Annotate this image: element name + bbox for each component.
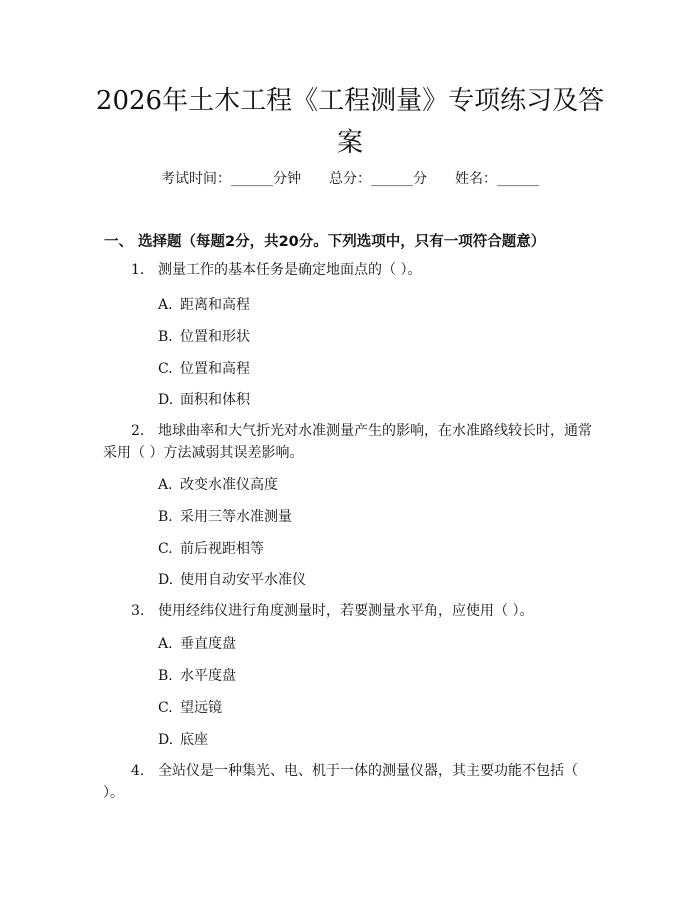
question-number: 3.	[131, 603, 145, 619]
option-3d	[158, 729, 208, 749]
option-1a	[158, 294, 250, 314]
question-number: 1.	[131, 262, 145, 278]
section-heading	[104, 230, 545, 251]
option-2d	[158, 569, 306, 589]
option-text: 望远镜	[180, 700, 222, 716]
option-1d	[158, 389, 250, 409]
question-text: 地球曲率和大气折光对水准测量产生的影响，在水准路线较长时，通常采用（ ）方法减弱其误差影响。	[103, 423, 592, 461]
option-3b	[158, 665, 236, 685]
option-text: 垂直度盘	[180, 636, 236, 652]
option-text: 面积和体积	[180, 392, 250, 408]
option-3c	[158, 697, 222, 717]
option-letter: D.	[158, 572, 174, 588]
option-2a	[158, 474, 278, 494]
question-text: 使用经纬仪进行角度测量时，若要测量水平角，应使用（ ）。	[158, 603, 534, 619]
page-title: 2026年土木工程《工程测量》专项练习及答案	[95, 86, 605, 158]
section-number: 一、	[104, 234, 133, 250]
option-text: 改变水准仪高度	[180, 477, 278, 493]
option-letter: B.	[158, 329, 173, 345]
question-text: 测量工作的基本任务是确定地面点的（ ）。	[158, 262, 422, 278]
name-field: 姓名：______	[455, 171, 539, 187]
question-2	[103, 420, 603, 464]
section-title: 选择题（每题2分，共20分。下列选项中，只有一项符合题意）	[138, 234, 546, 250]
option-letter: C.	[158, 700, 173, 716]
question-number: 2.	[131, 423, 145, 439]
option-text: 使用自动安平水准仪	[180, 572, 306, 588]
option-2c	[158, 538, 264, 558]
question-1	[103, 259, 603, 281]
option-text: 水平度盘	[180, 668, 236, 684]
option-1b	[158, 326, 250, 346]
option-letter: A.	[158, 477, 173, 493]
question-text: 全站仪是一种集光、电、机于一体的测量仪器，其主要功能不包括（ ）。	[103, 763, 578, 801]
exam-time-field: 考试时间：______分钟	[161, 171, 301, 187]
option-text: 底座	[180, 732, 208, 748]
option-letter: B.	[158, 509, 173, 525]
option-letter: A.	[158, 297, 173, 313]
option-2b	[158, 506, 292, 526]
total-score-field: 总分：______分	[329, 171, 427, 187]
option-text: 位置和高程	[180, 361, 250, 377]
option-text: 前后视距相等	[180, 541, 264, 557]
option-text: 位置和形状	[180, 329, 250, 345]
option-letter: B.	[158, 668, 173, 684]
exam-info	[0, 168, 700, 188]
option-letter: A.	[158, 636, 173, 652]
question-3	[103, 600, 603, 622]
option-letter: C.	[158, 361, 173, 377]
option-letter: C.	[158, 541, 173, 557]
option-3a	[158, 633, 236, 653]
question-number: 4.	[131, 763, 145, 779]
question-4	[103, 760, 603, 804]
option-1c	[158, 358, 250, 378]
option-text: 距离和高程	[180, 297, 250, 313]
option-text: 采用三等水准测量	[180, 509, 292, 525]
option-letter: D.	[158, 392, 174, 408]
option-letter: D.	[158, 732, 174, 748]
